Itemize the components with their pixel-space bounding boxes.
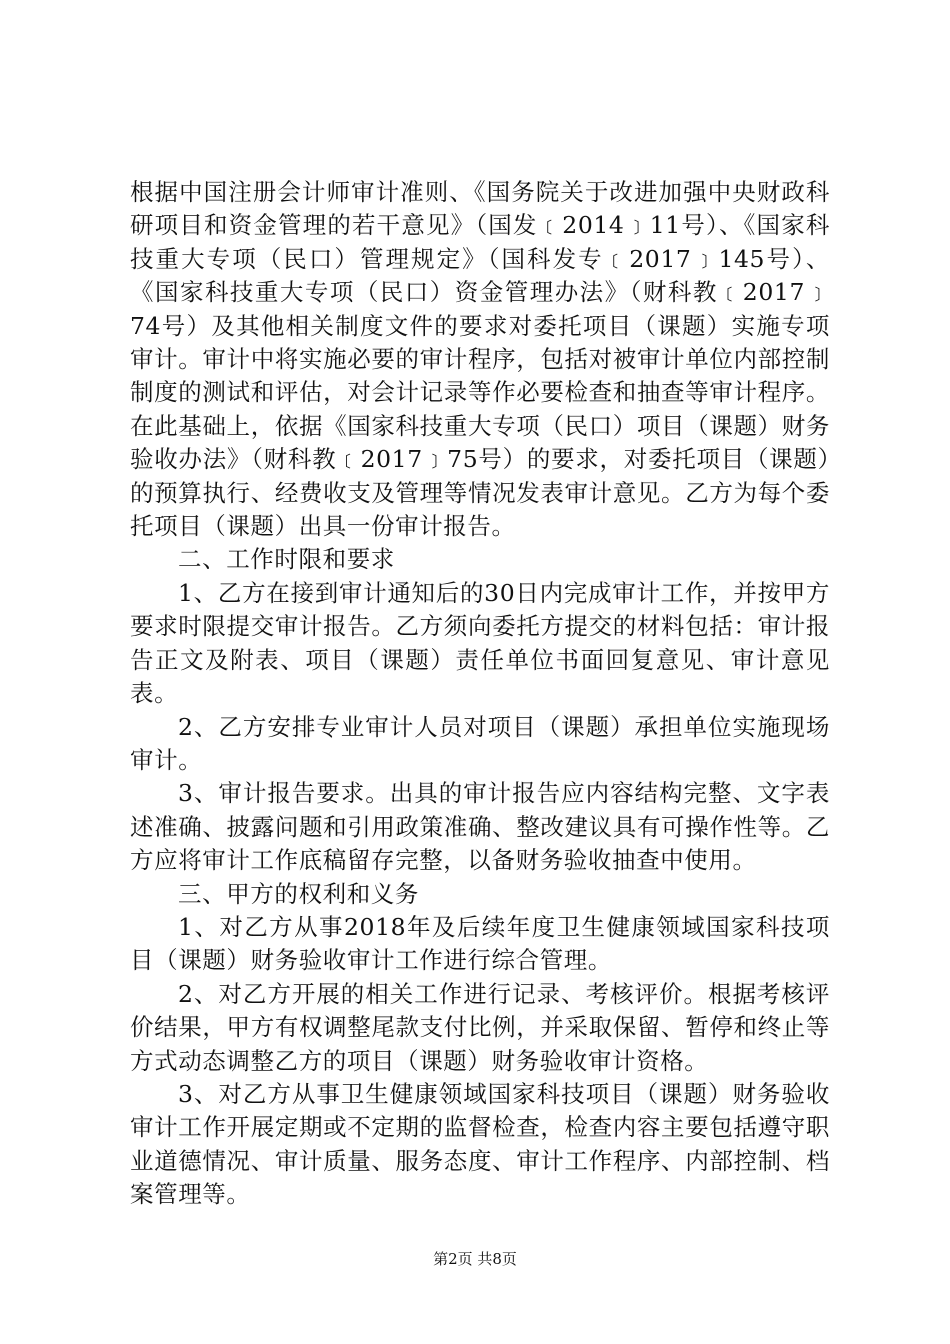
paragraph-time-item-2: 2、乙方安排专业审计人员对项目（课题）承担单位实施现场审计。 [130,712,830,774]
section-heading-time-requirements: 二、工作时限和要求 [178,545,395,574]
paragraph-rights-item-2: 2、对乙方开展的相关工作进行记录、考核评价。根据考核评价结果，甲方有权调整尾款支付比例，并采取保留、暂停和终止等方式动态调整乙方的项目（课题）财务验收审计资格。 [130,979,830,1075]
section-heading-party-a-rights: 三、甲方的权利和义务 [178,879,419,908]
paragraph-rights-item-3: 3、对乙方从事卫生健康领域国家科技项目（课题）财务验收审计工作开展定期或不定期的监督检查，检查内容主要包括遵守职业道德情况、审计质量、服务态度、审计工作程序、内部控制、档案管理等。 [130,1079,830,1209]
paragraph-time-item-1: 1、乙方在接到审计通知后的30日内完成审计工作，并按甲方要求时限提交审计报告。乙方须向委托方提交的材料包括：审计报告正文及附表、项目（课题）责任单位书面回复意见、审计意见表。 [130,578,830,708]
paragraph-audit-basis: 根据中国注册会计师审计准则、《国务院关于改进加强中央财政科研项目和资金管理的若干意见》（国发﹝2014﹞11号）、《国家科技重大专项（民口）管理规定》（国科发专﹝2017﹞145号）、《国家科技重大专项（民口）资金管理办法》（财科教﹝2017﹞74号）及其他相关制度文件的要求对委托项目（课题）实施专项审计。审计中将实施必要的审计程序，包括对被审计单位内部控制制度的测试和评估，对会计记录等作必要检查和抽查等审计程序。在此基础上，依据《国家科技重大专项（民口）项目（课题）财务验收办法》（财科教﹝2017﹞75号）的要求，对委托项目（课题）的预算执行、经费收支及管理等情况发表审计意见。乙方为每个委托项目（课题）出具一份审计报告。 [130,178,830,541]
page-footer: 第2页 共8页 [433,1250,517,1268]
document-body [130,176,830,1212]
paragraph-rights-item-1: 1、对乙方从事2018年及后续年度卫生健康领域国家科技项目（课题）财务验收审计工作进行综合管理。 [130,912,830,975]
paragraph-time-item-3: 3、审计报告要求。出具的审计报告应内容结构完整、文字表述准确、披露问题和引用政策准确、整改建议具有可操作性等。乙方应将审计工作底稿留存完整，以备财务验收抽查中使用。 [130,779,830,875]
